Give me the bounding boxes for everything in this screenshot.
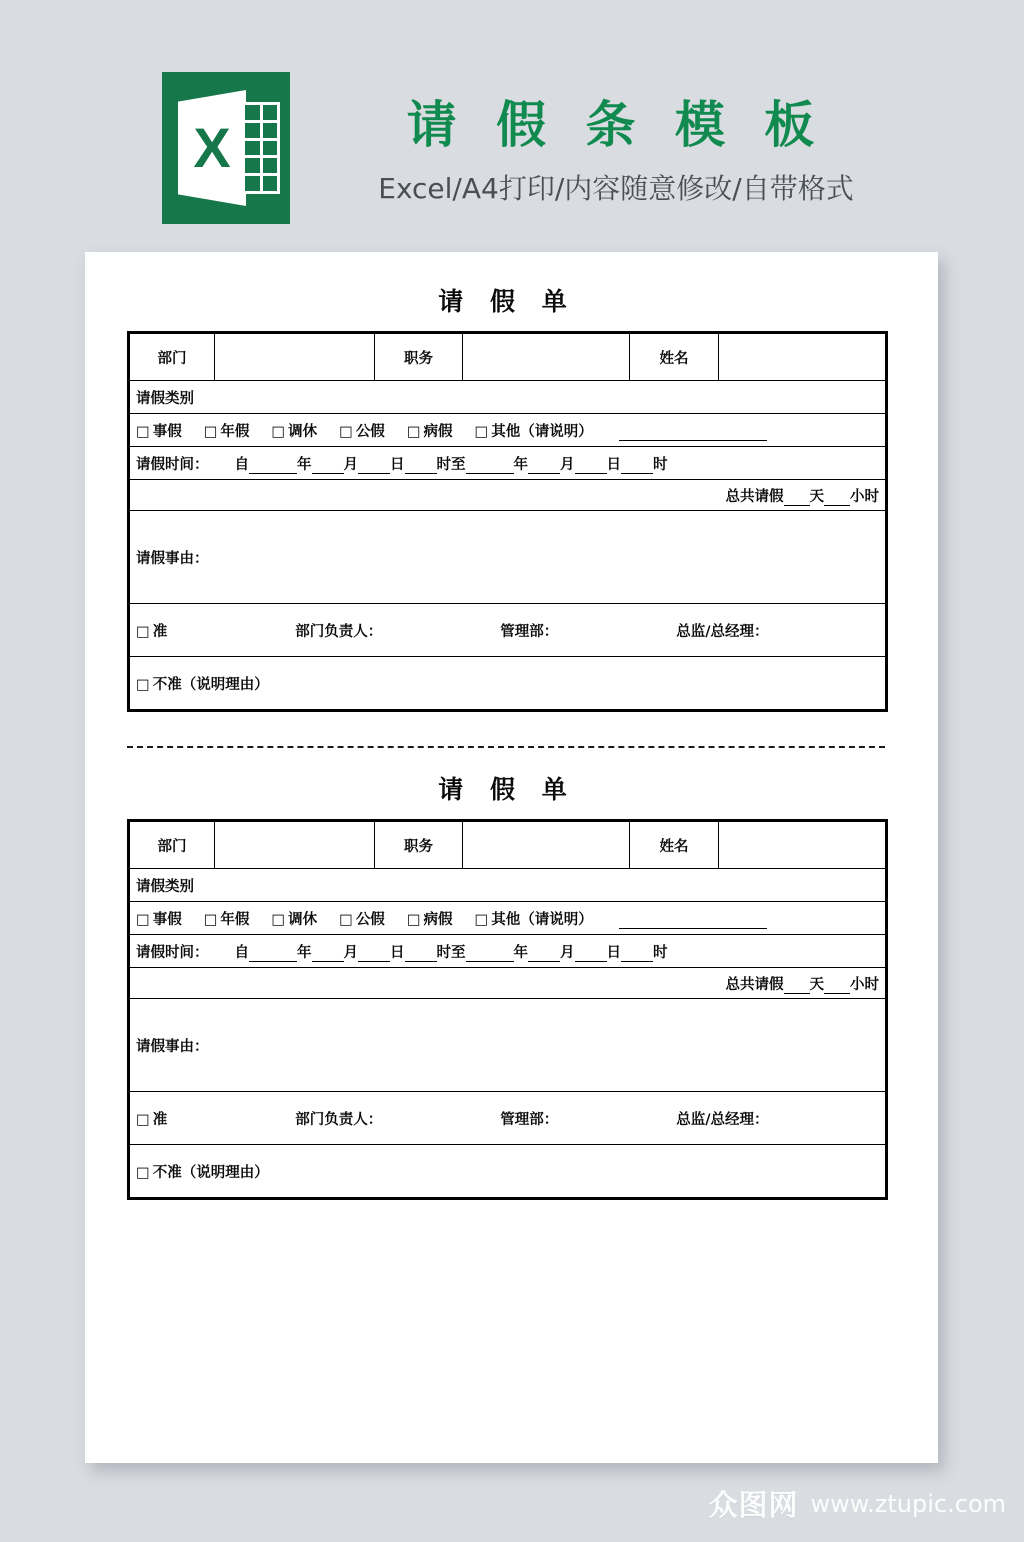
- grid-cell: [263, 105, 278, 120]
- unit-hour: 时: [653, 944, 668, 961]
- checkbox-option-annual-leave[interactable]: [204, 908, 250, 929]
- from-month-input[interactable]: [312, 460, 344, 474]
- from-day-input[interactable]: [358, 948, 390, 962]
- unit-month: 月: [560, 456, 575, 473]
- leave-request-table: [127, 331, 888, 712]
- excel-logo: [162, 72, 290, 224]
- table-row-category-label: [129, 869, 887, 902]
- leave-time-label: 请假时间：: [136, 944, 209, 961]
- watermark-logo-text: 众图网: [708, 1488, 799, 1522]
- name-input[interactable]: [719, 333, 887, 381]
- table-row-total: [129, 480, 887, 511]
- checkbox-icon[interactable]: □: [474, 423, 489, 440]
- unit-month: 月: [343, 456, 358, 473]
- to-year-input[interactable]: [466, 460, 514, 474]
- leave-reason-label: 请假事由：: [136, 1038, 209, 1055]
- position-label: 职务: [375, 821, 463, 869]
- checkbox-option-sick-leave[interactable]: [407, 908, 453, 929]
- department-label: 部门: [129, 333, 215, 381]
- approval-row: [129, 604, 887, 657]
- time-from-prefix: 自: [234, 944, 249, 961]
- total-hours-input[interactable]: [824, 980, 850, 994]
- unit-days: 天: [809, 976, 824, 993]
- leave-reason-label: 请假事由：: [136, 550, 209, 567]
- leave-category-options: [129, 902, 887, 935]
- checkbox-icon[interactable]: □: [271, 911, 286, 928]
- from-year-input[interactable]: [249, 460, 297, 474]
- department-input[interactable]: [215, 821, 375, 869]
- form-title: 请 假 单: [438, 775, 576, 804]
- unit-day: 日: [606, 944, 621, 961]
- header-title-block: [336, 96, 896, 207]
- grid-cell: [263, 176, 278, 191]
- table-row-reason: [129, 511, 887, 604]
- checkbox-icon[interactable]: □: [406, 423, 421, 440]
- to-month-input[interactable]: [528, 948, 560, 962]
- unit-month: 月: [560, 944, 575, 961]
- admin-dept-signature-label: 管理部：: [500, 623, 559, 640]
- leave-total-row: [129, 968, 887, 999]
- option-label: 其他（请说明）: [491, 423, 593, 440]
- excel-x-letter: X: [193, 116, 231, 179]
- position-label: 职务: [375, 333, 463, 381]
- checkbox-icon-deny[interactable]: □: [136, 1164, 150, 1181]
- checkbox-icon[interactable]: □: [406, 911, 421, 928]
- option-label: 事假: [152, 423, 182, 440]
- deny-label: 不准（说明理由）: [152, 676, 269, 693]
- unit-year: 年: [297, 944, 312, 961]
- page-subtitle: Excel/A4打印/内容随意修改/自带格式: [378, 172, 854, 205]
- option-label: 年假: [220, 423, 250, 440]
- grid-cell: [263, 123, 278, 138]
- leave-time-label: 请假时间：: [136, 456, 209, 473]
- checkbox-option-other[interactable]: [475, 908, 593, 929]
- checkbox-option-official-leave[interactable]: [339, 420, 385, 441]
- name-label: 姓名: [630, 333, 719, 381]
- document-paper: [85, 252, 938, 1463]
- checkbox-option-personal-leave[interactable]: [136, 420, 182, 441]
- option-label: 病假: [423, 423, 453, 440]
- checkbox-icon[interactable]: □: [474, 911, 489, 928]
- option-label: 其他（请说明）: [491, 911, 593, 928]
- time-to-prefix: 至: [451, 456, 466, 473]
- other-reason-input[interactable]: [619, 914, 767, 929]
- cut-here-dashed-line: [127, 746, 885, 748]
- unit-hours: 小时: [850, 488, 879, 505]
- from-hour-input[interactable]: [405, 460, 437, 474]
- unit-days: 天: [809, 488, 824, 505]
- director-gm-signature-label: 总监/总经理：: [676, 623, 769, 640]
- department-label: 部门: [129, 821, 215, 869]
- page-title: 请 假 条 模 板: [406, 96, 826, 154]
- leave-category-label: 请假类别: [129, 869, 887, 902]
- table-row-category-options: [129, 414, 887, 447]
- grid-cell: [245, 123, 260, 138]
- option-label: 病假: [423, 911, 453, 928]
- checkbox-option-time-off[interactable]: [271, 420, 317, 441]
- site-watermark: [708, 1483, 1006, 1524]
- checkbox-icon[interactable]: □: [136, 423, 150, 440]
- table-row-info: [129, 333, 887, 381]
- checkbox-icon[interactable]: □: [203, 423, 218, 440]
- department-input[interactable]: [215, 333, 375, 381]
- leave-form-copy-2: [127, 770, 887, 1200]
- unit-hour: 时: [653, 456, 668, 473]
- to-year-input[interactable]: [466, 948, 514, 962]
- checkbox-icon[interactable]: □: [136, 911, 150, 928]
- watermark-url-text: www.ztupic.com: [810, 1489, 1006, 1518]
- grid-cell: [245, 141, 260, 156]
- to-month-input[interactable]: [528, 460, 560, 474]
- leave-total-row: [129, 480, 887, 511]
- total-prefix-label: 总共请假: [725, 488, 784, 505]
- unit-day: 日: [390, 944, 405, 961]
- excel-grid-icon: [242, 102, 280, 194]
- option-label: 调休: [288, 911, 318, 928]
- unit-day: 日: [390, 456, 405, 473]
- total-days-input[interactable]: [784, 980, 810, 994]
- unit-year: 年: [297, 456, 312, 473]
- checkbox-option-personal-leave[interactable]: [136, 908, 182, 929]
- admin-dept-signature-label: 管理部：: [500, 1111, 559, 1128]
- dept-head-signature-label: 部门负责人：: [295, 623, 383, 640]
- checkbox-icon-deny[interactable]: □: [136, 676, 150, 693]
- leave-form-copy-1: [127, 282, 887, 712]
- grid-cell: [245, 176, 260, 191]
- leave-category-label: 请假类别: [129, 381, 887, 414]
- director-gm-signature-label: 总监/总经理：: [676, 1111, 769, 1128]
- unit-day: 日: [606, 456, 621, 473]
- checkbox-icon-approve[interactable]: □: [136, 1111, 150, 1128]
- checkbox-icon[interactable]: □: [203, 911, 218, 928]
- checkbox-option-other[interactable]: [475, 420, 593, 441]
- table-row-category-label: [129, 381, 887, 414]
- approve-label: 准: [152, 623, 168, 640]
- checkbox-icon-approve[interactable]: □: [136, 623, 150, 640]
- unit-year: 年: [513, 944, 528, 961]
- leave-reason-cell[interactable]: [129, 511, 887, 604]
- table-row-deny: [129, 1145, 887, 1199]
- option-label: 事假: [152, 911, 182, 928]
- table-row-approve: [129, 1092, 887, 1145]
- checkbox-icon[interactable]: □: [271, 423, 286, 440]
- table-row-deny: [129, 657, 887, 711]
- to-hour-input[interactable]: [621, 460, 653, 474]
- position-input[interactable]: [463, 821, 630, 869]
- to-day-input[interactable]: [575, 948, 607, 962]
- option-label: 公假: [355, 911, 385, 928]
- unit-hour: 时: [436, 456, 451, 473]
- unit-hour: 时: [436, 944, 451, 961]
- position-input[interactable]: [463, 333, 630, 381]
- from-hour-input[interactable]: [405, 948, 437, 962]
- from-year-input[interactable]: [249, 948, 297, 962]
- name-label: 姓名: [630, 821, 719, 869]
- name-input[interactable]: [719, 821, 887, 869]
- table-row-time: [129, 935, 887, 968]
- grid-cell: [245, 105, 260, 120]
- header-banner: [0, 0, 1024, 252]
- denial-row: [129, 1145, 887, 1199]
- checkbox-option-official-leave[interactable]: [339, 908, 385, 929]
- denial-row: [129, 657, 887, 711]
- form-title: 请 假 单: [438, 287, 576, 316]
- table-row-total: [129, 968, 887, 999]
- leave-reason-cell[interactable]: [129, 999, 887, 1092]
- table-row-category-options: [129, 902, 887, 935]
- unit-year: 年: [513, 456, 528, 473]
- total-days-input[interactable]: [784, 492, 810, 506]
- leave-request-table: [127, 819, 888, 1200]
- option-label: 公假: [355, 423, 385, 440]
- checkbox-icon[interactable]: □: [339, 911, 353, 928]
- leave-time-row: [129, 447, 887, 480]
- leave-category-options: [129, 414, 887, 447]
- checkbox-option-annual-leave[interactable]: [204, 420, 250, 441]
- option-label: 调休: [288, 423, 318, 440]
- approve-label: 准: [152, 1111, 168, 1128]
- other-reason-input[interactable]: [619, 426, 767, 441]
- time-to-prefix: 至: [451, 944, 466, 961]
- from-day-input[interactable]: [358, 460, 390, 474]
- approval-row: [129, 1092, 887, 1145]
- grid-cell: [245, 158, 260, 173]
- from-month-input[interactable]: [312, 948, 344, 962]
- time-from-prefix: 自: [234, 456, 249, 473]
- table-row-reason: [129, 999, 887, 1092]
- unit-hours: 小时: [850, 976, 879, 993]
- to-hour-input[interactable]: [621, 948, 653, 962]
- dept-head-signature-label: 部门负责人：: [295, 1111, 383, 1128]
- checkbox-option-sick-leave[interactable]: [407, 420, 453, 441]
- table-row-time: [129, 447, 887, 480]
- option-label: 年假: [220, 911, 250, 928]
- total-prefix-label: 总共请假: [725, 976, 784, 993]
- grid-cell: [263, 158, 278, 173]
- leave-time-row: [129, 935, 887, 968]
- table-row-approve: [129, 604, 887, 657]
- total-hours-input[interactable]: [824, 492, 850, 506]
- deny-label: 不准（说明理由）: [152, 1164, 269, 1181]
- table-row-info: [129, 821, 887, 869]
- to-day-input[interactable]: [575, 460, 607, 474]
- checkbox-icon[interactable]: □: [339, 423, 353, 440]
- checkbox-option-time-off[interactable]: [271, 908, 317, 929]
- unit-month: 月: [343, 944, 358, 961]
- grid-cell: [263, 141, 278, 156]
